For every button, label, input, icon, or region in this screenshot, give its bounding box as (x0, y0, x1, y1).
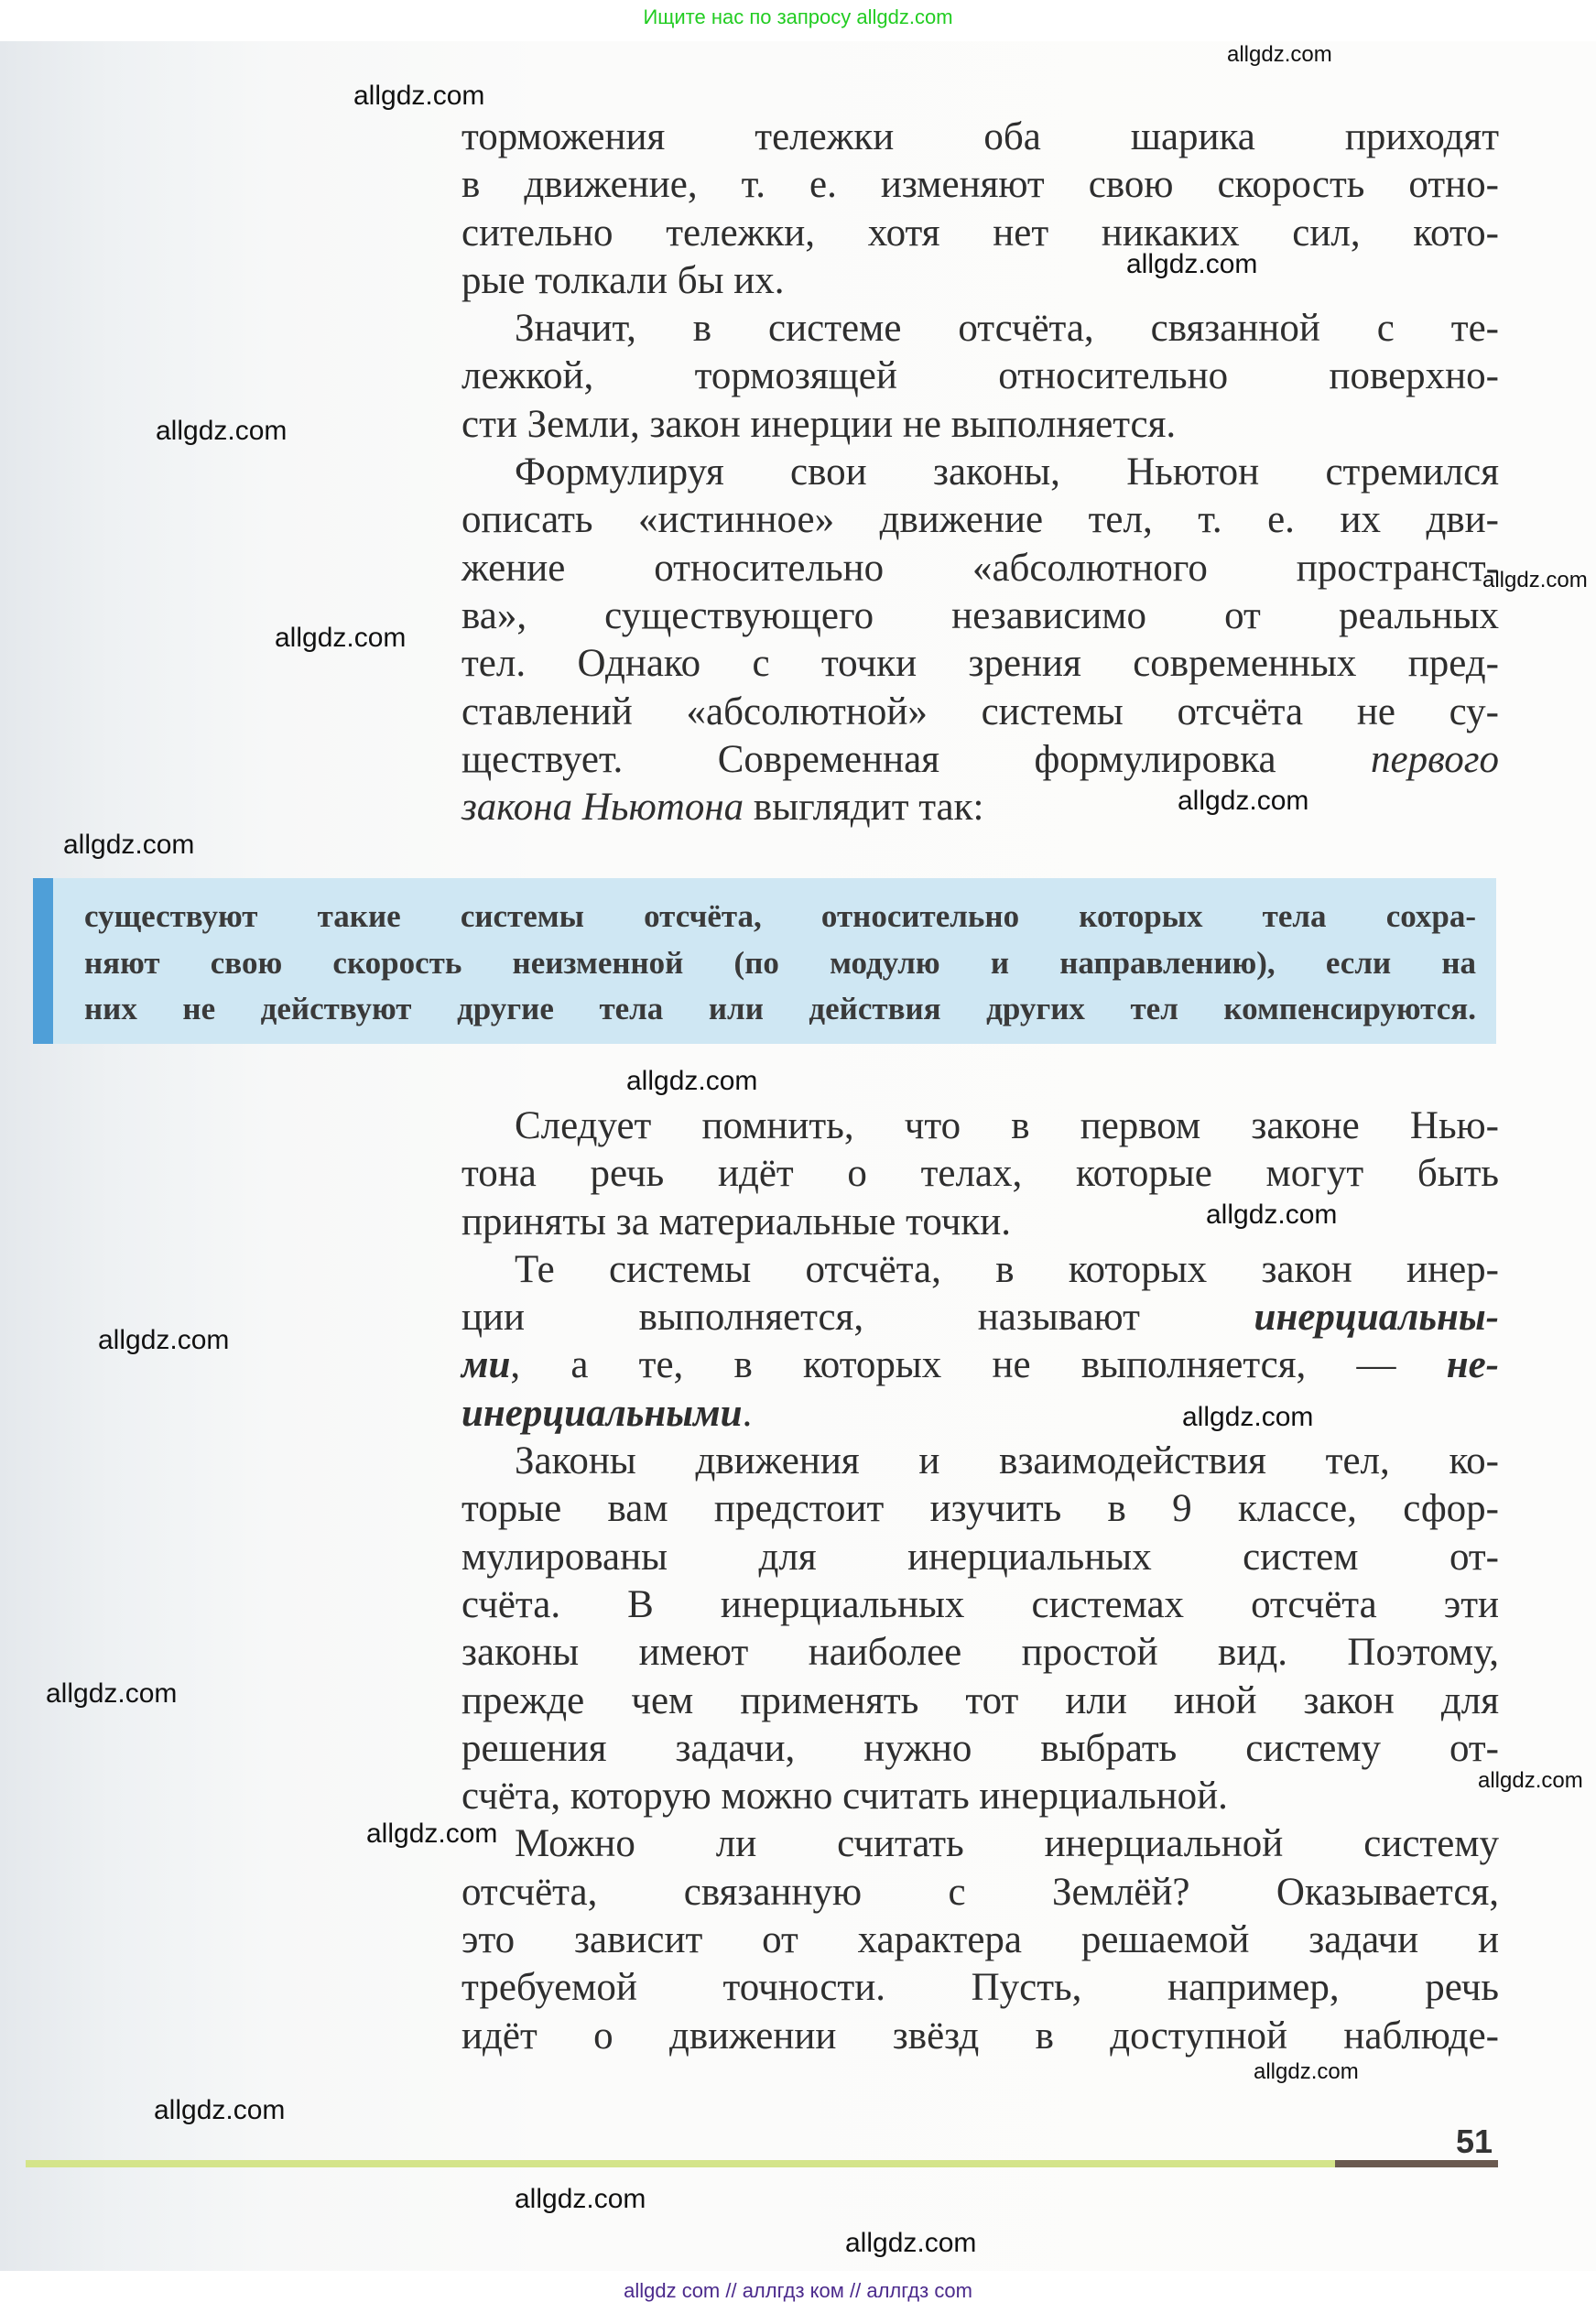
text-line (461, 1820, 1499, 1868)
text-line (461, 1964, 1499, 2012)
footer-watermark-note: allgdz com // аллгдз ком // аллгдз com (624, 2279, 972, 2302)
newton-first-law-statement (84, 894, 1476, 1033)
text-segment: в движение, т. е. изменяют свою скорость отно- (461, 163, 1499, 207)
text-segment: прежде чем применять тот или иной закон для (461, 1678, 1499, 1722)
text-line (461, 1534, 1499, 1581)
text-line (461, 545, 1499, 592)
text-line (461, 1869, 1499, 1917)
text-line (461, 257, 1499, 305)
text-segment: требуемой точности. Пусть, например, речь (461, 1966, 1499, 2010)
text-line (461, 353, 1499, 400)
watermark-text: allgdz.com (1254, 2059, 1359, 2084)
text-line (461, 1102, 1499, 1150)
text-segment: торможения тележки оба шарика приходят (461, 115, 1499, 158)
text-segment: описать «истинное» движение тел, т. е. их дви- (461, 498, 1499, 542)
text-segment: это зависит от характера решаемой задачи и (461, 1918, 1499, 1962)
text-segment: отсчёта, связанную с Землёй? Оказывается, (461, 1870, 1499, 1914)
text-line (461, 1246, 1499, 1294)
text-line (461, 1341, 1499, 1389)
watermark-text: allgdz.com (1182, 1402, 1314, 1432)
watermark-text: allgdz.com (1178, 786, 1309, 816)
text-segment: сительно тележки, хотя нет никаких сил, кото- (461, 211, 1499, 255)
text-line (461, 210, 1499, 257)
watermark-text: allgdz.com (845, 2228, 977, 2258)
emphasized-term: первого (1371, 737, 1499, 781)
emphasized-term: закона Ньютона (461, 786, 744, 830)
text-segment: тел. Однако с точки зрения современных пред- (461, 642, 1499, 686)
text-segment: мулированы для инерциальных систем от- (461, 1535, 1499, 1579)
watermark-text: allgdz.com (46, 1678, 178, 1709)
text-segment: ществует. Современная формулировка (461, 737, 1372, 781)
text-line (461, 496, 1499, 544)
text-line (461, 305, 1499, 353)
watermark-text: allgdz.com (626, 1066, 758, 1096)
watermark-text: allgdz.com (1478, 1768, 1583, 1793)
emphasized-term: не- (1446, 1343, 1499, 1387)
watermark-text: allgdz.com (63, 830, 195, 860)
text-line (461, 449, 1499, 496)
watermark-text: allgdz.com (275, 623, 407, 653)
text-line (461, 1773, 1499, 1820)
text-line (461, 1678, 1499, 1725)
watermark-text: allgdz.com (353, 81, 485, 111)
text-segment: , а те, в которых не выполняется, — (510, 1343, 1447, 1387)
text-line (461, 736, 1499, 784)
text-segment: решения задачи, нужно выбрать систему от- (461, 1726, 1499, 1770)
text-line (461, 1294, 1499, 1341)
watermark-text: allgdz.com (154, 2095, 286, 2125)
text-segment: Значит, в системе отсчёта, связанной с те- (515, 307, 1499, 351)
text-line (461, 592, 1499, 640)
text-line (461, 1390, 1499, 1438)
text-line (461, 640, 1499, 688)
text-segment: Следует помнить, что в первом законе Нью- (515, 1104, 1499, 1147)
text-segment: тона речь идёт о телах, которые могут быть (461, 1152, 1499, 1196)
text-line (461, 114, 1499, 161)
text-segment: приняты за материальные точки. (461, 1200, 1012, 1243)
text-segment: Законы движения и взаимодействия тел, ко- (515, 1439, 1499, 1483)
footer-rule-accent (1335, 2160, 1498, 2167)
watermark-text: allgdz.com (1126, 249, 1258, 279)
text-line (461, 161, 1499, 209)
emphasized-term: ми (461, 1343, 511, 1387)
text-segment: жение относительно «абсолютного пространст- (461, 546, 1499, 590)
text-block-1 (461, 114, 1499, 831)
text-segment: ставлений «абсолютной» системы отсчёта не су- (461, 690, 1499, 733)
text-line (461, 1581, 1499, 1629)
text-segment: ва», существующего независимо от реальных (461, 593, 1499, 637)
text-line (461, 689, 1499, 736)
text-segment: сти Земли, закон инерции не выполняется. (461, 402, 1177, 446)
watermark-text: allgdz.com (156, 416, 288, 446)
text-segment: выглядит так: (744, 786, 984, 830)
rule-line: няют свою скорость неизменной (по модулю и направлению), если на (84, 944, 1476, 981)
text-segment: Можно ли считать инерциальной систему (515, 1822, 1499, 1866)
watermark-text: allgdz.com (98, 1325, 230, 1355)
footer-rule (26, 2160, 1335, 2167)
rule-accent-bar (33, 878, 53, 1044)
emphasized-term: инерциальны- (1254, 1296, 1499, 1340)
text-line (461, 2013, 1499, 2060)
text-line (461, 1917, 1499, 1964)
text-line (461, 1438, 1499, 1485)
text-segment: Те системы отсчёта, в которых закон инер- (515, 1247, 1499, 1291)
text-line (461, 401, 1499, 449)
text-segment: Формулируя свои законы, Ньютон стремился (515, 451, 1499, 494)
text-line (461, 1629, 1499, 1677)
text-segment: . (742, 1391, 753, 1435)
rule-line: них не действуют другие тела или действия других тел компенсируются. (84, 991, 1476, 1026)
text-block-2 (461, 1102, 1499, 2060)
text-segment: ции выполняется, называют (461, 1296, 1254, 1340)
text-segment: лежкой, тормозящей относительно поверхно- (461, 354, 1499, 398)
watermark-text: allgdz.com (366, 1819, 498, 1849)
text-segment: счёта. В инерциальных системах отсчёта эти (461, 1582, 1499, 1626)
text-line (461, 784, 1499, 831)
text-segment: торые вам предстоит изучить в 9 классе, сфор- (461, 1487, 1499, 1531)
watermark-text: allgdz.com (1482, 568, 1588, 592)
text-line (461, 1485, 1499, 1533)
watermark-text: allgdz.com (1206, 1200, 1338, 1230)
text-segment: рые толкали бы их. (461, 258, 785, 302)
text-line (461, 1150, 1499, 1198)
rule-line: существуют такие системы отсчёта, относительно которых тела сохра- (84, 898, 1476, 934)
text-segment: идёт о движении звёзд в доступной наблюде- (461, 2014, 1499, 2058)
text-line (461, 1199, 1499, 1246)
text-segment: законы имеют наиболее простой вид. Поэтому, (461, 1631, 1499, 1675)
page-number: 51 (1456, 2123, 1493, 2160)
header-watermark-note: Ищите нас по запросу allgdz.com (643, 5, 953, 28)
watermark-text: allgdz.com (515, 2184, 646, 2214)
text-line (461, 1725, 1499, 1773)
emphasized-term: инерциальными (461, 1391, 743, 1435)
watermark-text: allgdz.com (1227, 42, 1332, 67)
text-segment: счёта, которую можно считать инерциальной. (461, 1775, 1228, 1819)
